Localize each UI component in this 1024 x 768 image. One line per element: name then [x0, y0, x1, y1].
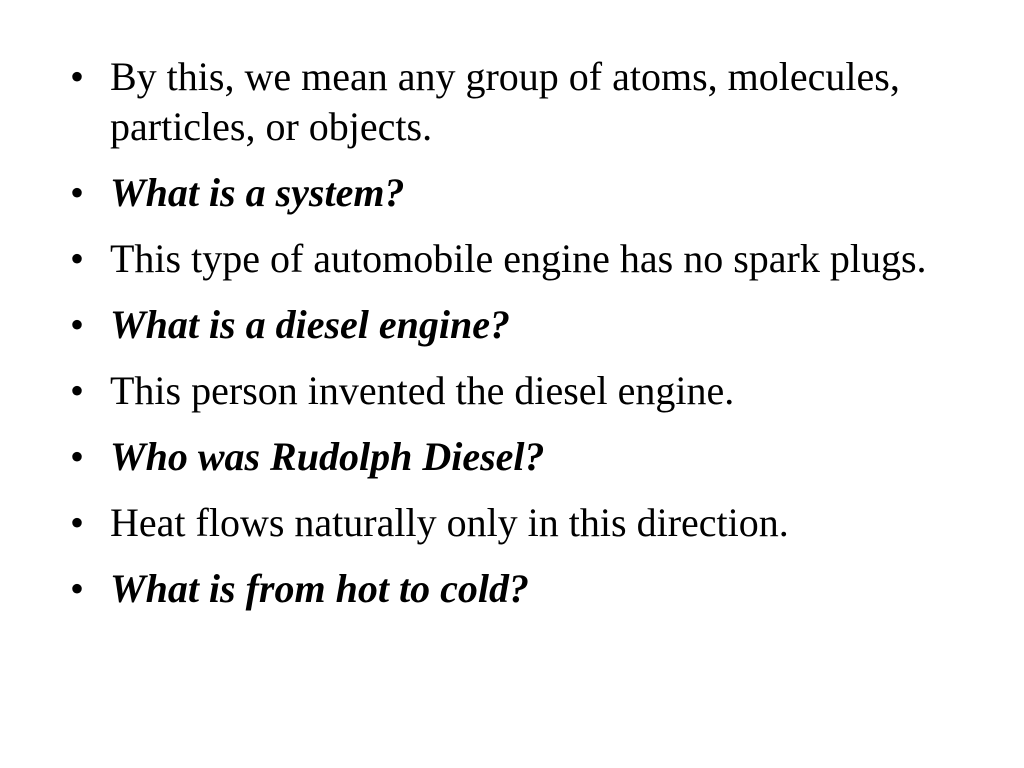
- bullet-item-answer: [70, 300, 950, 350]
- bullet-text: This type of automobile engine has no spark plugs.: [110, 236, 927, 281]
- bullet-text: What is a diesel engine?: [110, 302, 511, 347]
- bullet-icon: •: [70, 170, 85, 215]
- bullet-text: By this, we mean any group of atoms, molecules, particles, or objects.: [110, 54, 900, 149]
- bullet-icon: •: [70, 566, 85, 611]
- bullet-item-answer: [70, 564, 950, 614]
- bullet-icon: •: [70, 302, 85, 347]
- bullet-icon: •: [70, 500, 85, 545]
- bullet-icon: •: [70, 54, 85, 99]
- bullet-item-clue: [70, 234, 950, 284]
- bullet-item-answer: [70, 168, 950, 218]
- bullet-icon: •: [70, 236, 85, 281]
- bullet-text: What is a system?: [110, 170, 405, 215]
- bullet-item-clue: [70, 498, 950, 548]
- bullet-text: Who was Rudolph Diesel?: [110, 434, 545, 479]
- bullet-item-clue: [70, 366, 950, 416]
- bullet-text: This person invented the diesel engine.: [110, 368, 735, 413]
- bullet-icon: •: [70, 434, 85, 479]
- bullet-text: What is from hot to cold?: [110, 566, 529, 611]
- bullet-text: Heat flows naturally only in this direction.: [110, 500, 789, 545]
- bullet-list: [70, 52, 950, 630]
- bullet-icon: •: [70, 368, 85, 413]
- bullet-item-clue: [70, 52, 950, 152]
- bullet-item-answer: [70, 432, 950, 482]
